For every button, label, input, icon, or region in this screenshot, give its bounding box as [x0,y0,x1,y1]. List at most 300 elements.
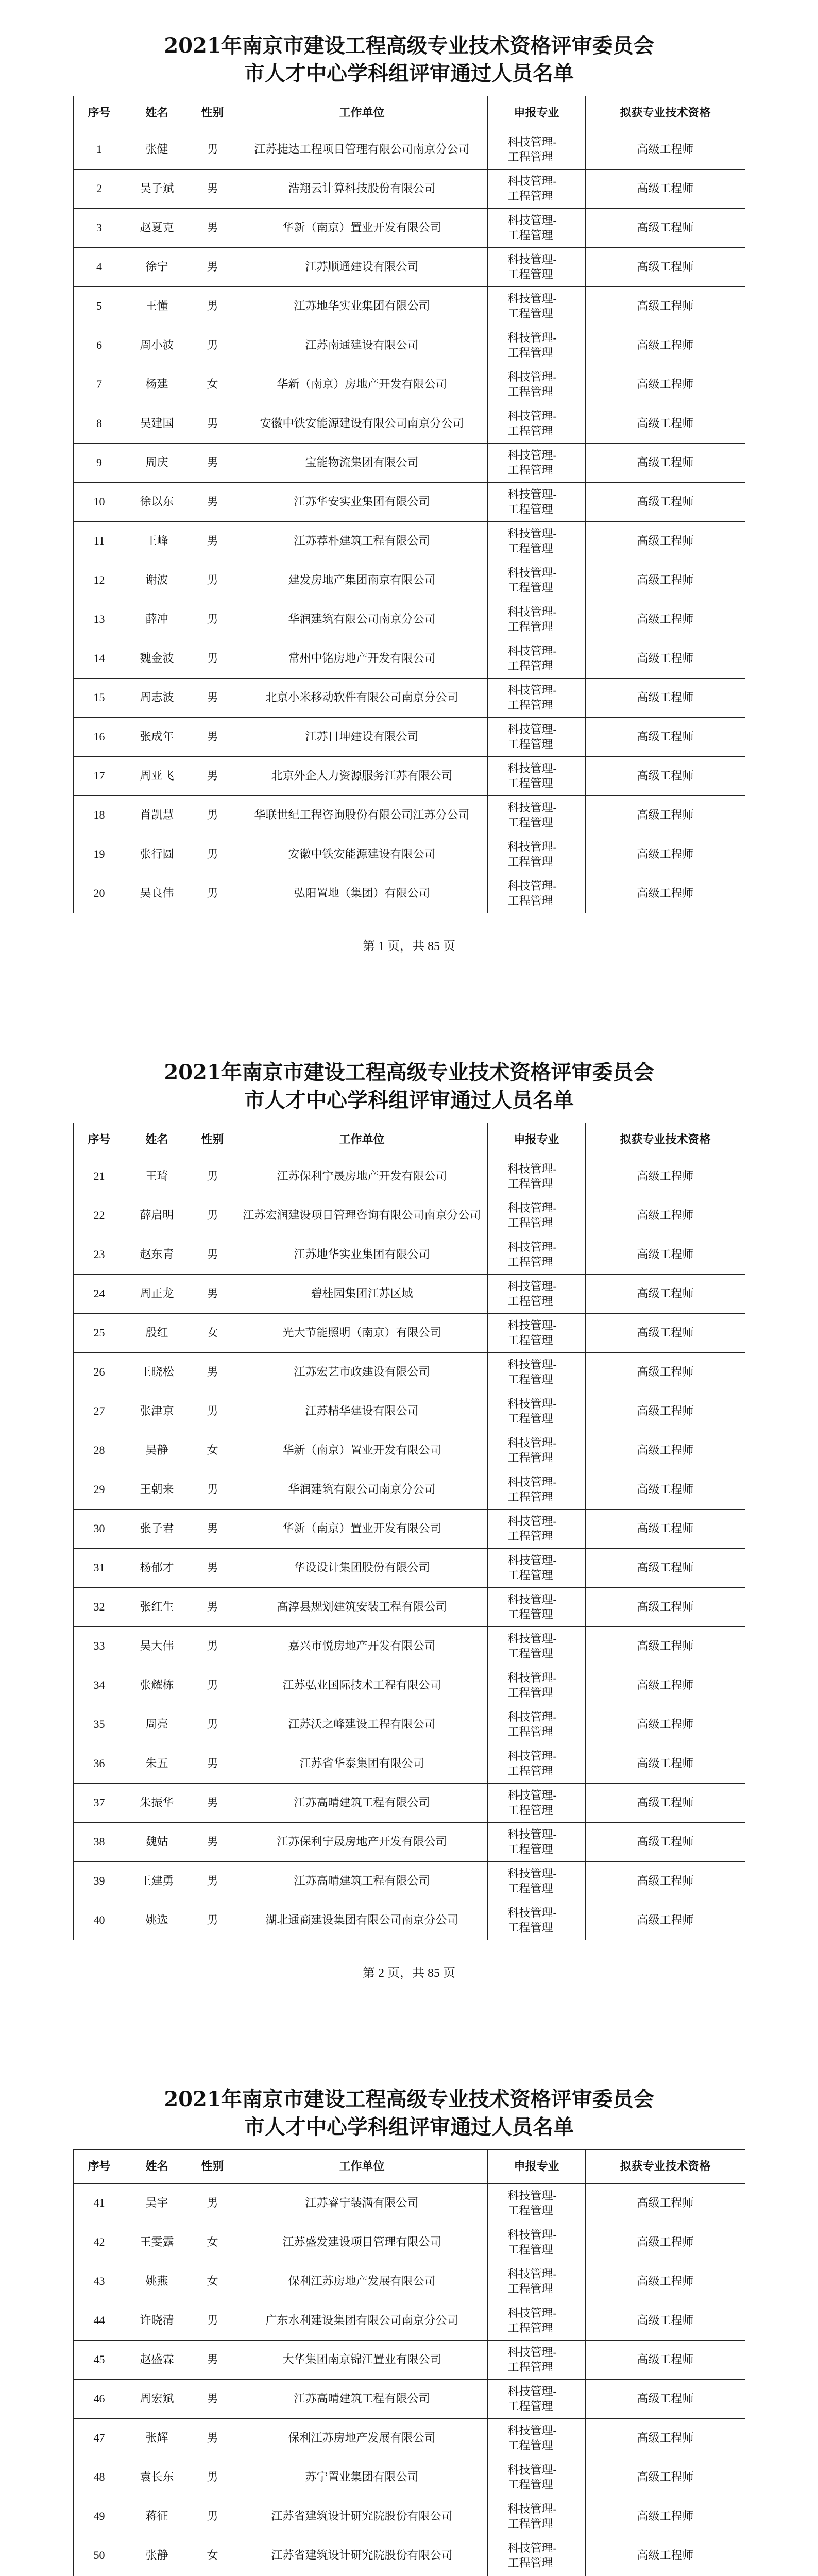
person-name-cell: 王晓松 [125,1353,189,1392]
qualification-cell: 高级工程师 [586,522,745,561]
title-line-1: 2021年南京市建设工程高级专业技术资格评审委员会 [164,1060,654,1084]
qualification-cell: 高级工程师 [586,1157,745,1196]
employer-cell: 碧桂园集团江苏区域 [236,1275,488,1314]
qualification-cell: 高级工程师 [586,365,745,404]
table-row [74,1588,745,1627]
table-row [74,1392,745,1431]
employer-cell: 华新（南京）置业开发有限公司 [236,1510,488,1549]
declared-major-text: 科技管理-工程管理 [507,2463,557,2491]
declared-major-cell [488,2536,586,2575]
person-name-cell: 杨建 [125,365,189,404]
table-header-row [74,2150,745,2184]
gender-cell: 女 [189,2223,236,2262]
title-line-1: 2021年南京市建设工程高级专业技术资格评审委员会 [164,33,654,58]
declared-major-cell [488,170,586,209]
row-index-cell: 43 [74,2262,125,2301]
qualification-cell: 高级工程师 [586,561,745,600]
qualification-cell: 高级工程师 [586,1823,745,1862]
employer-cell: 江苏省华泰集团有限公司 [236,1744,488,1784]
person-name-cell: 徐以东 [125,483,189,522]
qualification-cell: 高级工程师 [586,130,745,170]
declared-major-text: 科技管理-工程管理 [507,605,557,633]
qualification-cell: 高级工程师 [586,248,745,287]
row-index-cell: 49 [74,2497,125,2536]
declared-major-text: 科技管理-工程管理 [507,2502,557,2530]
row-index-cell: 38 [74,1823,125,1862]
person-name-cell: 蒋征 [125,2497,189,2536]
person-name-cell: 张成年 [125,718,189,757]
declared-major-text: 科技管理-工程管理 [507,1867,557,1895]
declared-major-text: 科技管理-工程管理 [507,2384,557,2413]
employer-cell: 嘉兴市悦房地产开发有限公司 [236,1627,488,1666]
row-index-cell: 4 [74,248,125,287]
employer-cell: 江苏高晴建筑工程有限公司 [236,1784,488,1823]
declared-major-cell [488,639,586,679]
qualification-cell: 高级工程师 [586,483,745,522]
person-name-cell: 周小波 [125,326,189,365]
declared-major-text: 科技管理-工程管理 [507,2424,557,2452]
qualification-cell: 高级工程师 [586,1235,745,1275]
gender-cell: 男 [189,1666,236,1705]
qualification-cell: 高级工程师 [586,1314,745,1353]
declared-major-text: 科技管理-工程管理 [507,840,557,868]
row-index-cell: 31 [74,1549,125,1588]
declared-major-text: 科技管理-工程管理 [507,527,557,555]
declared-major-text: 科技管理-工程管理 [507,1162,557,1190]
row-index-cell: 14 [74,639,125,679]
person-name-cell: 吴建国 [125,404,189,444]
person-name-cell: 朱五 [125,1744,189,1784]
qualification-cell: 高级工程师 [586,1862,745,1901]
gender-cell: 男 [189,2380,236,2419]
declared-major-cell [488,874,586,913]
declared-major-text: 科技管理-工程管理 [507,1749,557,1777]
table-body [74,1157,745,1940]
row-index-cell: 18 [74,796,125,835]
row-index-cell: 21 [74,1157,125,1196]
table-row [74,326,745,365]
employer-cell: 保利江苏房地产发展有限公司 [236,2262,488,2301]
declared-major-text: 科技管理-工程管理 [507,1358,557,1386]
declared-major-text: 科技管理-工程管理 [507,1397,557,1425]
qualification-cell: 高级工程师 [586,326,745,365]
qualification-cell: 高级工程师 [586,874,745,913]
gender-cell: 男 [189,170,236,209]
qualification-cell: 高级工程师 [586,718,745,757]
row-index-cell: 8 [74,404,125,444]
row-index-cell: 41 [74,2184,125,2223]
person-name-cell: 赵夏克 [125,209,189,248]
gender-cell: 男 [189,2419,236,2458]
declared-major-cell [488,1470,586,1510]
declared-major-text: 科技管理-工程管理 [507,1592,557,1621]
row-index-cell: 46 [74,2380,125,2419]
declared-major-cell [488,1705,586,1744]
declared-major-cell [488,1588,586,1627]
table-row [74,404,745,444]
table-body [74,130,745,913]
row-index-cell: 27 [74,1392,125,1431]
declared-major-text: 科技管理-工程管理 [507,1475,557,1503]
employer-cell: 苏宁置业集团有限公司 [236,2458,488,2497]
table-row [74,2458,745,2497]
employer-cell: 保利江苏房地产发展有限公司 [236,2419,488,2458]
declared-major-text: 科技管理-工程管理 [507,1671,557,1699]
table-row [74,679,745,718]
page-footer: 第 2 页，共 85 页 [363,1967,455,1980]
row-index-cell: 47 [74,2419,125,2458]
person-name-cell: 吴子斌 [125,170,189,209]
employer-cell: 江苏省建筑设计研究院股份有限公司 [236,2497,488,2536]
declared-major-cell [488,2497,586,2536]
declared-major-text: 科技管理-工程管理 [507,683,557,711]
row-index-cell: 12 [74,561,125,600]
document-page [0,0,818,1027]
results-table [73,1123,745,1940]
employer-cell: 华润建筑有限公司南京分公司 [236,1470,488,1510]
declared-major-text: 科技管理-工程管理 [507,331,557,359]
person-name-cell: 殷红 [125,1314,189,1353]
table-row [74,796,745,835]
gender-cell: 男 [189,561,236,600]
declared-major-text: 科技管理-工程管理 [507,2541,557,2569]
qualification-cell: 高级工程师 [586,170,745,209]
row-index-cell: 2 [74,170,125,209]
row-index-cell: 33 [74,1627,125,1666]
table-row [74,1196,745,1235]
declared-major-cell [488,600,586,639]
qualification-cell: 高级工程师 [586,1549,745,1588]
table-row [74,1275,745,1314]
declared-major-text: 科技管理-工程管理 [507,879,557,907]
table-header-row [74,1123,745,1157]
employer-cell: 江苏顺通建设有限公司 [236,248,488,287]
person-name-cell: 朱振华 [125,1784,189,1823]
declared-major-cell [488,1823,586,1862]
results-table [73,2149,745,2576]
declared-major-text: 科技管理-工程管理 [507,1553,557,1582]
table-body [74,2184,745,2576]
qualification-cell: 高级工程师 [586,639,745,679]
row-index-cell: 50 [74,2536,125,2575]
declared-major-text: 科技管理-工程管理 [507,448,557,477]
row-index-cell: 3 [74,209,125,248]
table-row [74,2184,745,2223]
employer-cell: 弘阳置地（集团）有限公司 [236,874,488,913]
declared-major-text: 科技管理-工程管理 [507,801,557,829]
table-row [74,444,745,483]
table-row [74,1862,745,1901]
qualification-cell: 高级工程师 [586,2458,745,2497]
employer-cell: 江苏省建筑设计研究院股份有限公司 [236,2536,488,2575]
employer-cell: 江苏高晴建筑工程有限公司 [236,1862,488,1901]
declared-major-text: 科技管理-工程管理 [507,370,557,398]
declared-major-cell [488,1275,586,1314]
qualification-cell: 高级工程师 [586,1744,745,1784]
employer-cell: 江苏盛发建设项目管理有限公司 [236,2223,488,2262]
gender-cell: 男 [189,2341,236,2380]
declared-major-text: 科技管理-工程管理 [507,1710,557,1738]
declared-major-cell [488,1627,586,1666]
page-footer: 第 1 页，共 85 页 [363,940,455,953]
person-name-cell: 姚选 [125,1901,189,1940]
person-name-cell: 张行圆 [125,835,189,874]
employer-cell: 江苏南通建设有限公司 [236,326,488,365]
gender-cell: 女 [189,2536,236,2575]
table-row [74,561,745,600]
declared-major-cell [488,248,586,287]
row-index-cell: 23 [74,1235,125,1275]
declared-major-text: 科技管理-工程管理 [507,409,557,437]
person-name-cell: 周亮 [125,1705,189,1744]
declared-major-cell [488,1235,586,1275]
row-index-cell: 28 [74,1431,125,1470]
declared-major-cell [488,1666,586,1705]
page-title [0,32,818,88]
gender-cell: 男 [189,600,236,639]
employer-cell: 江苏沃之峰建设工程有限公司 [236,1705,488,1744]
person-name-cell: 张辉 [125,2419,189,2458]
employer-cell: 光大节能照明（南京）有限公司 [236,1314,488,1353]
row-index-cell: 9 [74,444,125,483]
table-row [74,1627,745,1666]
declared-major-cell [488,1784,586,1823]
employer-cell: 广东水利建设集团有限公司南京分公司 [236,2301,488,2341]
declared-major-text: 科技管理-工程管理 [507,2189,557,2217]
table-row [74,1235,745,1275]
declared-major-text: 科技管理-工程管理 [507,174,557,202]
declared-major-cell [488,561,586,600]
row-index-cell: 42 [74,2223,125,2262]
person-name-cell: 王朝来 [125,1470,189,1510]
gender-cell: 男 [189,209,236,248]
gender-cell: 女 [189,365,236,404]
declared-major-cell [488,1196,586,1235]
header-name: 姓名 [125,1123,189,1157]
table-row [74,1901,745,1940]
person-name-cell: 吴良伟 [125,874,189,913]
declared-major-text: 科技管理-工程管理 [507,2345,557,2374]
employer-cell: 大华集团南京锦江置业有限公司 [236,2341,488,2380]
employer-cell: 江苏睿宁装满有限公司 [236,2184,488,2223]
table-row [74,1157,745,1196]
header-qualification: 拟获专业技术资格 [586,1123,745,1157]
qualification-cell: 高级工程师 [586,1275,745,1314]
gender-cell: 男 [189,679,236,718]
results-table [73,96,745,913]
declared-major-text: 科技管理-工程管理 [507,722,557,751]
gender-cell: 男 [189,1392,236,1431]
gender-cell: 男 [189,522,236,561]
qualification-cell: 高级工程师 [586,2536,745,2575]
qualification-cell: 高级工程师 [586,757,745,796]
table-row [74,1823,745,1862]
qualification-cell: 高级工程师 [586,2184,745,2223]
title-line-1: 2021年南京市建设工程高级专业技术资格评审委员会 [164,2087,654,2111]
row-index-cell: 13 [74,600,125,639]
row-index-cell: 7 [74,365,125,404]
declared-major-text: 科技管理-工程管理 [507,1788,557,1817]
qualification-cell: 高级工程师 [586,835,745,874]
row-index-cell: 19 [74,835,125,874]
row-index-cell: 22 [74,1196,125,1235]
qualification-cell: 高级工程师 [586,1196,745,1235]
employer-cell: 湖北通商建设集团有限公司南京分公司 [236,1901,488,1940]
row-index-cell: 37 [74,1784,125,1823]
employer-cell: 江苏地华实业集团有限公司 [236,287,488,326]
declared-major-cell [488,1157,586,1196]
gender-cell: 女 [189,2262,236,2301]
table-row [74,835,745,874]
gender-cell: 男 [189,248,236,287]
document-page [0,1027,818,2054]
qualification-cell: 高级工程师 [586,600,745,639]
table-row [74,248,745,287]
qualification-cell: 高级工程师 [586,679,745,718]
qualification-cell: 高级工程师 [586,2341,745,2380]
declared-major-cell [488,1392,586,1431]
row-index-cell: 1 [74,130,125,170]
table-row [74,1784,745,1823]
declared-major-text: 科技管理-工程管理 [507,2228,557,2256]
person-name-cell: 姚燕 [125,2262,189,2301]
person-name-cell: 吴宇 [125,2184,189,2223]
table-row [74,522,745,561]
header-qualification: 拟获专业技术资格 [586,96,745,130]
person-name-cell: 许晓清 [125,2301,189,2341]
gender-cell: 男 [189,287,236,326]
title-line-2: 市人才中心学科组评审通过人员名单 [244,2115,574,2139]
header-gender: 性别 [189,96,236,130]
table-row [74,2262,745,2301]
row-index-cell: 34 [74,1666,125,1705]
employer-cell: 江苏宏艺市政建设有限公司 [236,1353,488,1392]
row-index-cell: 5 [74,287,125,326]
table-row [74,287,745,326]
person-name-cell: 王建勇 [125,1862,189,1901]
person-name-cell: 薛冲 [125,600,189,639]
person-name-cell: 王懂 [125,287,189,326]
row-index-cell: 30 [74,1510,125,1549]
gender-cell: 男 [189,404,236,444]
gender-cell: 男 [189,2497,236,2536]
table-row [74,600,745,639]
person-name-cell: 张耀栋 [125,1666,189,1705]
gender-cell: 男 [189,326,236,365]
declared-major-cell [488,1901,586,1940]
table-row [74,1510,745,1549]
table-row [74,2301,745,2341]
gender-cell: 男 [189,1627,236,1666]
table-row [74,2380,745,2419]
qualification-cell: 高级工程师 [586,1901,745,1940]
row-index-cell: 40 [74,1901,125,1940]
table-header-row [74,96,745,130]
declared-major-cell [488,2380,586,2419]
qualification-cell: 高级工程师 [586,444,745,483]
declared-major-text: 科技管理-工程管理 [507,761,557,790]
declared-major-text: 科技管理-工程管理 [507,1632,557,1660]
employer-cell: 华新（南京）房地产开发有限公司 [236,365,488,404]
declared-major-text: 科技管理-工程管理 [507,135,557,163]
qualification-cell: 高级工程师 [586,209,745,248]
employer-cell: 华新（南京）置业开发有限公司 [236,1431,488,1470]
person-name-cell: 张子君 [125,1510,189,1549]
table-row [74,757,745,796]
row-index-cell: 26 [74,1353,125,1392]
row-index-cell: 6 [74,326,125,365]
gender-cell: 男 [189,1784,236,1823]
gender-cell: 男 [189,1510,236,1549]
qualification-cell: 高级工程师 [586,1470,745,1510]
declared-major-cell [488,1353,586,1392]
person-name-cell: 袁长东 [125,2458,189,2497]
declared-major-text: 科技管理-工程管理 [507,252,557,281]
table-row [74,170,745,209]
row-index-cell: 20 [74,874,125,913]
row-index-cell: 48 [74,2458,125,2497]
employer-cell: 江苏精华建设有限公司 [236,1392,488,1431]
person-name-cell: 薛启明 [125,1196,189,1235]
person-name-cell: 王琦 [125,1157,189,1196]
qualification-cell: 高级工程师 [586,1666,745,1705]
declared-major-cell [488,2419,586,2458]
declared-major-text: 科技管理-工程管理 [507,1318,557,1347]
declared-major-cell [488,718,586,757]
header-name: 姓名 [125,96,189,130]
gender-cell: 男 [189,1705,236,1744]
header-name: 姓名 [125,2150,189,2184]
table-row [74,1314,745,1353]
declared-major-text: 科技管理-工程管理 [507,644,557,672]
gender-cell: 男 [189,1823,236,1862]
declared-major-cell [488,2184,586,2223]
row-index-cell: 39 [74,1862,125,1901]
title-line-2: 市人才中心学科组评审通过人员名单 [244,1088,574,1112]
declared-major-cell [488,1744,586,1784]
declared-major-cell [488,2223,586,2262]
person-name-cell: 谢波 [125,561,189,600]
employer-cell: 江苏保利宁晟房地产开发有限公司 [236,1823,488,1862]
declared-major-cell [488,2341,586,2380]
gender-cell: 女 [189,1431,236,1470]
row-index-cell: 17 [74,757,125,796]
declared-major-cell [488,1510,586,1549]
gender-cell: 男 [189,2184,236,2223]
person-name-cell: 王峰 [125,522,189,561]
row-index-cell: 29 [74,1470,125,1510]
header-declared-major: 申报专业 [488,96,586,130]
declared-major-cell [488,522,586,561]
title-line-2: 市人才中心学科组评审通过人员名单 [244,61,574,86]
table-row [74,483,745,522]
row-index-cell: 35 [74,1705,125,1744]
employer-cell: 江苏宏润建设项目管理咨询有限公司南京分公司 [236,1196,488,1235]
row-index-cell: 15 [74,679,125,718]
person-name-cell: 周亚飞 [125,757,189,796]
declared-major-text: 科技管理-工程管理 [507,1827,557,1856]
declared-major-cell [488,679,586,718]
table-row [74,2341,745,2380]
employer-cell: 江苏捷达工程项目管理有限公司南京分公司 [236,130,488,170]
gender-cell: 男 [189,1549,236,1588]
table-row [74,1744,745,1784]
declared-major-cell [488,209,586,248]
row-index-cell: 44 [74,2301,125,2341]
qualification-cell: 高级工程师 [586,2497,745,2536]
person-name-cell: 张津京 [125,1392,189,1431]
declared-major-text: 科技管理-工程管理 [507,1201,557,1229]
